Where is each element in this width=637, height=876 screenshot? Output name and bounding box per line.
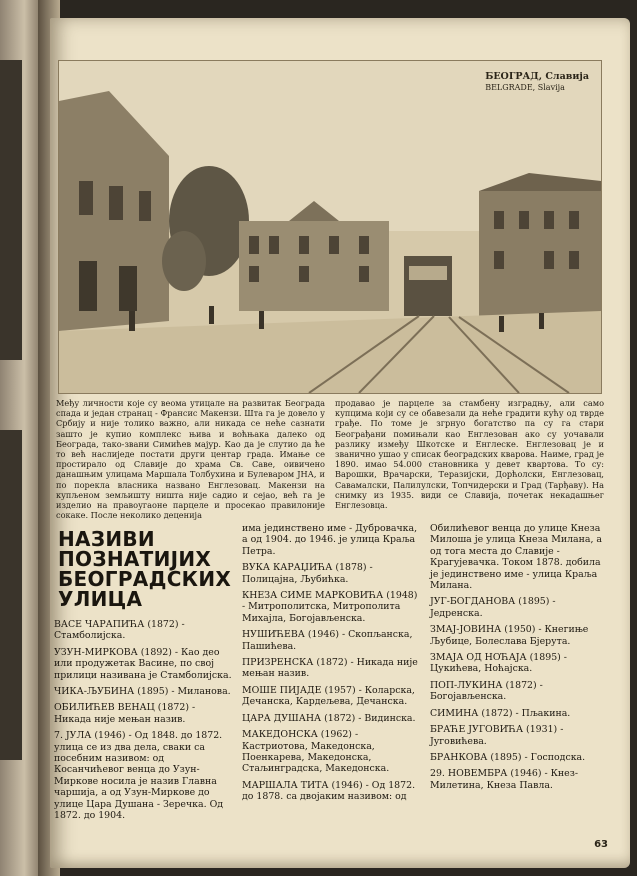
historic-photo-slavija bbox=[58, 60, 602, 394]
photo-caption-english: BELGRADE, Slavija bbox=[485, 83, 565, 92]
street-entry: ПОП-ЛУКИНА (1872) - Богојављенска. bbox=[430, 679, 543, 703]
page bbox=[50, 18, 630, 868]
photo-caption bbox=[485, 71, 589, 93]
street-names-list bbox=[54, 523, 610, 853]
street-entry: ЈУГ-БОГДАНОВА (1895) - Једренска. bbox=[430, 596, 556, 619]
street-entry: ЗМАЈА ОД НОЋАЈА (1895) - Цукићева, Ноћајска. bbox=[430, 652, 567, 675]
street-entry: ВАСЕ ЧАРАПИЋА (1872) - Стамболијска. bbox=[54, 619, 185, 642]
heading-line: БЕОГРАДСКИХ bbox=[58, 567, 232, 591]
street-entry: КНЕЗА СИМЕ МАРКОВИЋА (1948) - Митрополитска, Митрополита Михајла, Богојављенска. bbox=[242, 590, 418, 624]
street-entry: СИМИНА (1872) - Пљакина. bbox=[430, 707, 571, 719]
street-entry: ЦАРА ДУШАНА (1872) - Видинска. bbox=[242, 712, 416, 724]
street-entry: ЗМАЈ-ЈОВИНА (1950) - Кнегиње Љубице, Болеслава Бјерута. bbox=[430, 624, 589, 647]
street-entry: ЧИКА-ЉУБИНА (1895) - Миланова. bbox=[54, 686, 231, 698]
street-entry: ПРИЗРЕНСКА (1872) - Никада није мењан назив. bbox=[242, 657, 418, 680]
street-entry: БРАНКОВА (1895) - Господска. bbox=[430, 751, 586, 763]
intro-paragraph-left: Међу личности које су веома утицале на развитак Београда спада и један странац - Франсис Макензи. Шта га је довело у Србију и није толико важно, али никада се неће сазнати зашто је купио комплекс њива и воћњака далеко од Београда, тако-звани Симићев мајур. Као да је слутио да ће то већ наслиједе постати други центар града. Имање се простирало од Славије до храма Св. Саве, оивичено данашњим улицама Маршала Толбухина и Булеваром ЈНА, и по порекла власника названо Енглезовац. Макензи на купљеном земљишту ништа није садио и сејао, већ га је изделио на правоугаоне парцеле и просекао правилоније сокаке. После неколико деценија bbox=[56, 398, 325, 521]
intro-paragraph-right: продавао је парцеле за стамбену изградњу, али само купцима који су се обавезали да неће градити кућу од тврде грађе. По томе је згрнуо богатство па су га стари Београђани помињали као Енглезован ако су уочавали разлику између Шкотске и Енглеске. Енглезовац је и званично ушао у списак београдских кварова. Наиме, град је 1890. имао 54.000 становника у девет квартова. То су: Варошки, Врачарски, Теразијски, Дорћолски, Енглезовац, Савамалски, Палилулски, Топчидерски и Град (Тарђаву). На снимку из 1935. види се Славија, почетак некадашњег Енглезовца. bbox=[335, 398, 604, 511]
column-1 bbox=[54, 523, 234, 853]
street-entry: 7. ЈУЛА (1946) - Од 1848. до 1872. улица се из два дела, сваки са посебним називом: од Косанчићевог венца до Узун-Мирковe носила је назив Главна чаршија, а од Узун-Мирковe до улице Цара Душана - Зеречка. Од 1872. до 1904. bbox=[54, 730, 224, 822]
street-entry: 29. НОВЕМБРА (1946) - Кнез-Милетина, Кнеза Павла. bbox=[430, 768, 578, 791]
heading-line: ПОЗНАТИЈИХ bbox=[58, 547, 212, 571]
heading-line: УЛИЦА bbox=[58, 587, 143, 611]
left-page-photo-fragment bbox=[0, 430, 22, 760]
street-entry: Обилићевог венца до улице Кнеза Милоша је улица Кнеза Милана, а од тога места до Славије - Крагујевачка. Током 1878. добила је јединствено име - улица Краља Милана. bbox=[430, 523, 603, 592]
street-entry: НУШИЋЕВА (1946) - Скопљанска, Пашићева. bbox=[242, 629, 413, 652]
photo-caption-serbian: БЕОГРАД, Славија bbox=[485, 71, 589, 82]
section-heading bbox=[58, 529, 234, 609]
street-entry: МАРШАЛА ТИТА (1946) - Од 1872. до 1878. са двојаким називом: од bbox=[242, 779, 416, 803]
page-number: 63 bbox=[594, 839, 608, 850]
left-page-photo-fragment bbox=[0, 60, 22, 360]
street-entry: ВУКА КАРАЏИЋА (1878) - Полицајна, Љубићка. bbox=[242, 562, 373, 585]
street-entry: УЗУН-МИРКОВА (1892) - Као део или продужетак Васине, по свој прилици називана је Стамболијска. bbox=[54, 646, 232, 681]
column-2 bbox=[242, 523, 422, 853]
intro-text bbox=[56, 398, 604, 520]
street-entry: ОБИЛИЋЕВ ВЕНАЦ (1872) - Никада није мењан назив. bbox=[54, 702, 196, 725]
column-3 bbox=[430, 523, 610, 853]
street-scene-illustration bbox=[59, 61, 601, 393]
street-entry: има јединствено име - Дубровачка, а од 1904. до 1946. је улица Краља Петра. bbox=[242, 523, 418, 557]
heading-line: НАЗИВИ bbox=[58, 527, 155, 551]
street-entry: МАКЕДОНСКА (1962) - Кастриотова, Македонска, Поенкарева, Македонска, Стаљинградска, Македонска. bbox=[242, 729, 390, 775]
street-entry: БРАЋЕ ЈУГОВИЋА (1931) - Југовићева. bbox=[430, 724, 564, 747]
street-entry: МОШЕ ПИЈАДЕ (1957) - Коларска, Дечанска, Кардељева, Дечанска. bbox=[242, 684, 415, 708]
